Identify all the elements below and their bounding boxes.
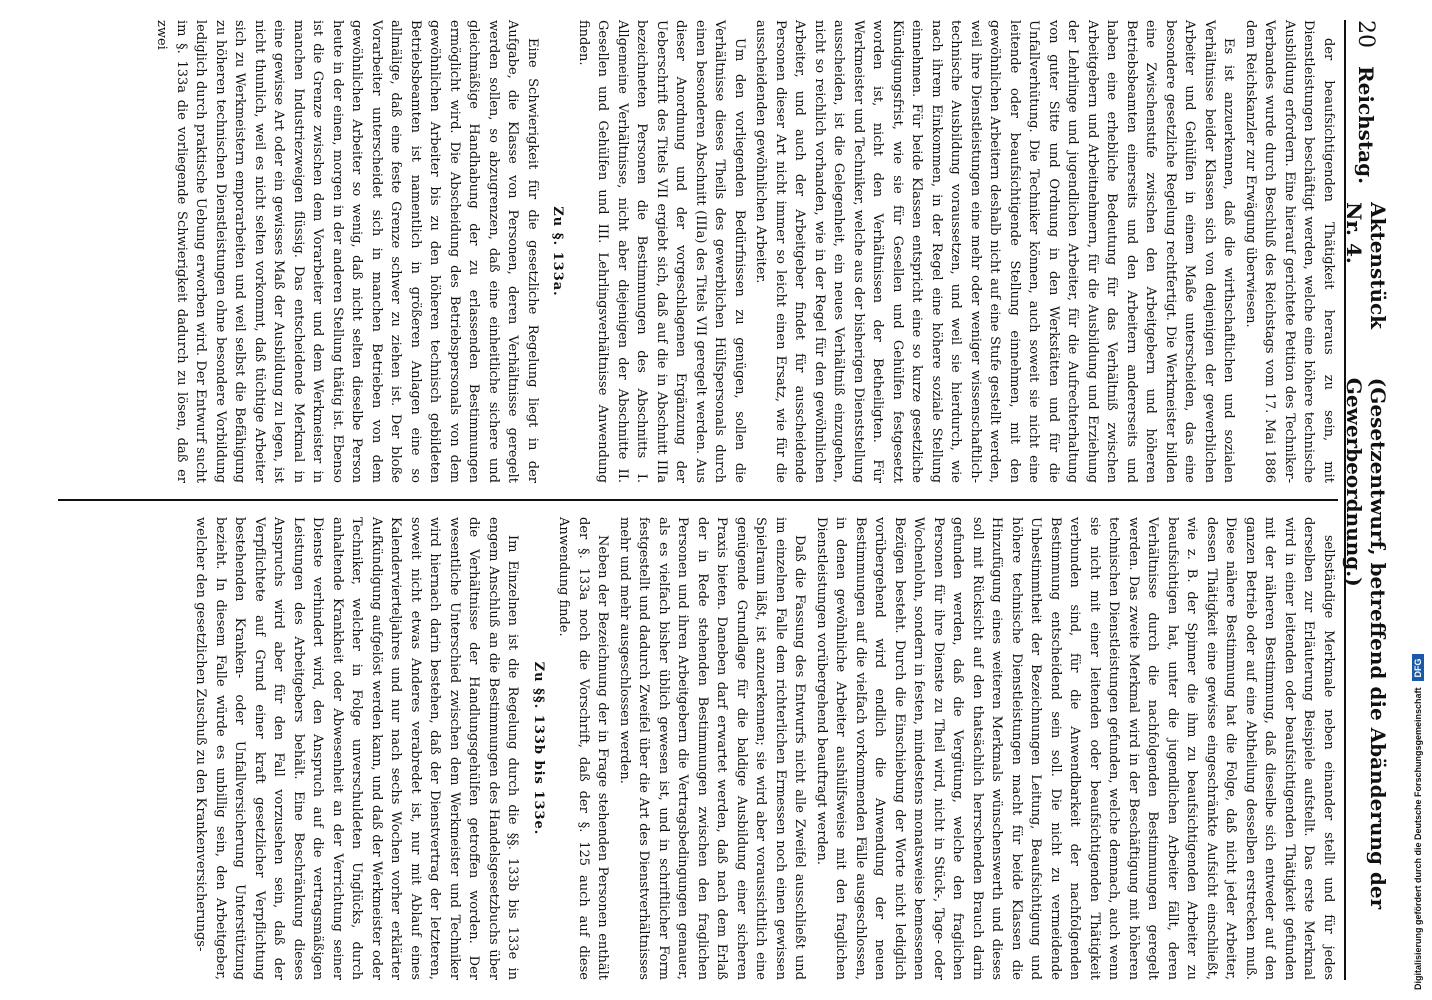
header-left: Reichstag. [1354, 66, 1378, 185]
dfg-logo: DFG [1412, 654, 1424, 681]
paragraph: Es ist anzuerkennen, daß die wirthschaftlichen und sozialen Verhältnisse beider Klassen sich von denjenigen der gewerblichen Arbeiter und Gehülfen in einem Maße unterscheiden, das eine besondere gesetzliche Regelung rechtfertigt. Die Werkmeister bilden eine Zwischenstufe zwischen den Arbeitgebern und höheren Betriebsbeamten einerseits und den Arbeitern andererseits und haben eine erhebliche Bedeutung für das Verhältniß zwischen Arbeitgebern und Arbeitnehmern, für die Ausbildung und Erziehung der Lehrlinge und jugendlichen Arbeiter, für die Aufrechterhaltung von guter Sitte und Ordnung in den Werkstätten und für die Unfallverhütung. Die Techniker können, auch soweit sie nicht eine leitende oder beaufsichtigende Stellung einnehmen, mit den gewöhnlichen Arbeitern deshalb nicht auf eine Stufe gestellt werden, weil ihre Dienstleistungen eine mehr oder weniger wissenschaftlich-technische Ausbildung voraussetzen, und weil sie hierdurch, wie nach ihrem Einkommen, in der Regel eine höhere soziale Stellung einnehmen. Für beide Klassen entspricht eine so kurze gesetzliche Kündigungsfrist, wie sie für Gesellen und Gehülfen festgesetzt worden ist, nicht den Verhältnissen der Betheiligten. Für Werkmeister und Techniker, welche aus der bisherigen Dienststellung ausscheiden, ist die Gelegenheit, ein neues Verhältniß einzugehen, nicht so reichlich vorhanden, wie in der Regel für den gewöhnlichen Arbeiter, und auch der Arbeitgeber findet für ausscheidende Personen dieser Art nicht immer so leicht einen Ersatz, wie für die ausscheidenden gewöhnlichen Arbeiter. [753, 20, 1237, 483]
paragraph: Um den vorliegenden Bedürfnissen zu genügen, sollen die Verhältnisse dieses Theils des gewerblichen Hülfspersonals durch einen besonderen Abschnitt (IIIa) des Titels VII geregelt werden. Aus dieser Anordnung und der vorgeschlagenen Ergänzung der Ueberschrift des Titels VII ergiebt sich, daß auf die in Abschnitt IIIa bezeichneten Personen die Bestimmungen des Abschnitts I. Allgemeine Verhältnisse, nicht aber diejenigen der Abschnitte II. Gesellen und Gehülfen und III. Lehrlingsverhältnisse Anwendung finden. [576, 20, 747, 483]
paragraph: Neben der Bezeichnung der in Frage stehenden Personen enthält der §. 133a noch die Vorschrift, daß der §. 125 auch auf diese Anwendung finde. [556, 517, 611, 980]
paragraph: Daß die Fassung des Entwurfs nicht alle Zweifel ausschließt und im einzelnen Falle dem richterlichen Ermessen noch einen gewissen Spielraum läßt, ist anzuerkennen; sie wird aber voraussichtlich eine genügende Grundlage für die baldige Ausbildung einer sicheren Praxis bieten. Daneben darf erwartet werden, daß nach dem Erlaß der in Rede stehenden Bestimmungen zwischen den fraglichen Personen und ihren Arbeitgebern die Vertragsbedingungen genauer, als es vielfach bisher üblich gewesen ist, und in schriftlicher Form festgestellt und dadurch Zweifel über die Art des Dienstverhältnisses mehr und mehr ausgeschlossen werden. [617, 517, 808, 980]
paragraph: der beaufsichtigenden Thätigkeit heraus zu sein, mit Dienstleistungen beschäftigt werden, welche eine höhere technische Ausbildung erfordern. Eine hierauf gerichtete Petition des Techniker-Verbandes wurde durch Beschluß des Reichstags vom 17. Mai 1886 dem Reichskanzler zur Erwägung überwiesen. [1243, 20, 1336, 483]
column-left [58, 20, 1338, 483]
section-heading: Zu §§. 133b bis 133e. [531, 661, 546, 836]
paragraph: Eine Schwierigkeit für die gesetzliche Regelung liegt in der Aufgabe, die Klasse von Personen, deren Verhältnisse geregelt werden sollen, so abzugrenzen, daß eine einheitliche sichere und gleichmäßige Handhabung der zu erlassenden Bestimmungen ermöglicht wird. Die Abscheidung des Betriebspersonals von dem gewöhnlichen Arbeiter bis zu den höheren technisch gebildeten Betriebsbeamten ist namentlich in größeren Anlagen eine so allmälige, daß eine feste Grenze schwer zu ziehen ist. Der bloße Vorarbeiter unterscheidet sich in manchen Betrieben von dem gewöhnlichen Arbeiter so wenig, daß nicht selten dieselbe Person heute in der einen, morgen in der anderen Stellung thätig ist. Ebenso ist die Grenze zwischen dem Vorarbeiter und dem Werkmeister in manchen Industriezweigen flüssig. Das entscheidende Merkmal in eine gewisse Art oder ein gewisses Maß der Ausbildung zu legen, ist nicht thunlich, weil es nicht selten vorkommt, daß tüchtige Arbeiter sich zu Werkmeistern emporarbeiten und weil selbst die Befähigung zu höheren technischen Dienstleistungen ohne besondere Vorbildung lediglich durch praktische Uebung erworben wird. Der Entwurf sucht im §. 133a die vorliegende Schwierigkeit dadurch zu lösen, daß er zwei [154, 20, 540, 483]
text-columns [58, 20, 1338, 980]
page-number: 20 [1353, 20, 1379, 48]
paragraph: selbständige Merkmale neben einander stellt und für jedes derselben zur Erläuterung Beispiele aufstellt. Das erste Merkmal wird in einer leitenden oder beaufsichtigenden Thätigkeit gefunden mit der näheren Bestimmung, daß dieselbe sich entweder auf den ganzen Betrieb oder auf eine Abtheilung desselben erstrecken muß. Diese nähere Bestimmung hat die Folge, daß nicht jeder Arbeiter, dessen Thätigkeit eine gewisse eingeschränkte Aufsicht einschließt, wie z. B. der Spinner die ihm zu beaufsichtigenden Arbeiter zu beaufsichtigen hat, unter die jugendlichen Arbeiter fällt, deren Verhältnisse durch die nachfolgenden Bestimmungen geregelt werden. Das zweite Merkmal wird in der Beschäftigung mit höheren technischen Dienstleistungen gefunden, welche demnach, auch wenn sie nicht mit einer leitenden oder beaufsichtigenden Thätigkeit verbunden sind, für die Anwendbarkeit der nachfolgenden Bestimmung entscheidend sein soll. Die nicht zu vermeidende Unbestimmtheit der Bezeichnungen Leitung, Beaufsichtigung und höhere technische Dienstleistungen macht für beide Klassen die Hinzufügung eines weiteren Merkmals wünschenswerth und dieses soll mit Rücksicht auf den thatsächlich herrschenden Brauch darin gefunden werden, daß die Vergütung, welche den fraglichen Personen für ihre Dienste zu Theil wird, nicht in Stück-, Tage- oder Wochenlohn, sondern in festen, mindestens monatsweise bemessenen Bezügen besteht. Durch die Einschiebung der Worte nicht lediglich vorübergehend wird endlich die Anwendung der neuen Bestimmungen auf die vielfach vorkommenden Fälle ausgeschlossen, in denen gewöhnliche Arbeiter aushülfsweise mit den fraglichen Dienstleistungen vorübergehend beauftragt werden. [814, 517, 1336, 980]
column-divider [58, 499, 1338, 501]
paragraph: Im Einzelnen ist die Regelung durch die §§. 133b bis 133e in engem Anschluß an die Bestimmungen des Handelsgesetzbuchs über die Verhältnisse der Handlungsgehülfen getroffen worden. Der wesentliche Unterschied zwischen dem Werkmeister und Techniker wird hiernach darin bestehen, daß der Dienstvertrag der letzteren, soweit nicht etwas Anderes verabredet ist, nur mit Ablauf eines Kalendervierteljahres und nur nach sechs Wochen vorher erklärter Aufkündigung aufgelöst werden kann, und daß der Werkmeister oder Techniker, welcher in Folge unverschuldeten Unglücks, durch anhaltende Krankheit oder Abwesenheit an der Verrichtung seiner Dienste verhindert wird, den Anspruch auf die vertragsmäßigen Leistungen des Arbeitgebers behält. Eine Beschränkung dieses Anspruchs wird aber für den Fall vorzusehen sein, daß der Verpflichtete auf Grund einer kraft gesetzlicher Verpflichtung bestehenden Kranken- oder Unfallversicherung Unterstützung bezieht. In diesem Falle würde es unbillig sein, den Arbeitgeber, welcher den gesetzlichen Zuschuß zu den Krankenversicherungs- [193, 517, 521, 980]
header-right: (Gesetzentwurf, betreffend die Abänderung der Gewerbeordnung.) [1342, 377, 1390, 910]
header-center: Aktenstück Nr. 4. [1342, 202, 1390, 330]
rotated-page-content [56, 20, 1390, 980]
section-heading: Zu §. 133a. [550, 206, 566, 297]
page-header [1342, 20, 1390, 980]
column-right [58, 517, 1338, 980]
credit-text: Digitalisierung gefördert durch die Deutsche Forschungsgemeinschaft [1413, 687, 1423, 990]
digitization-credit [1412, 654, 1424, 990]
